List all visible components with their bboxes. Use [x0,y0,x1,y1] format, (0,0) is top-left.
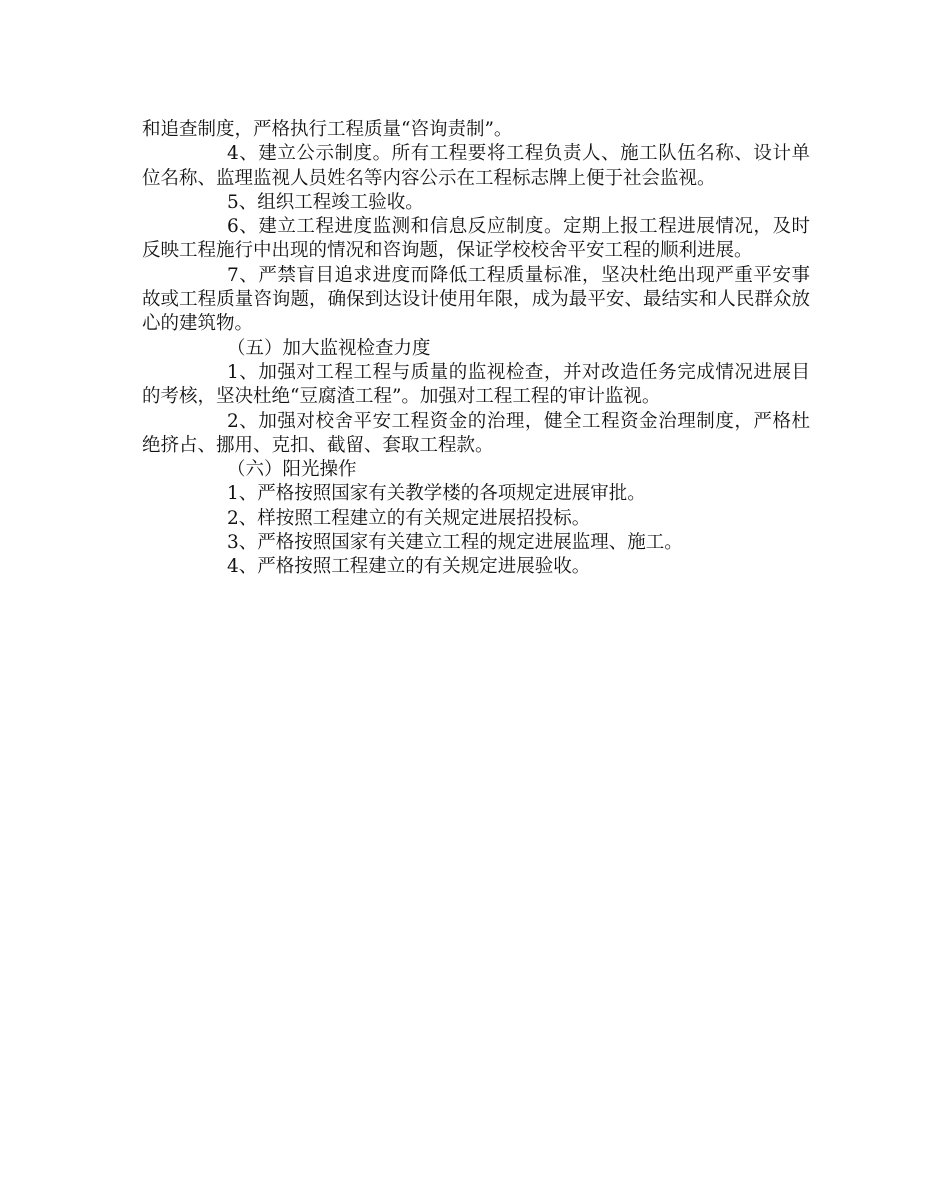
paragraph-progress-monitoring: 6、建立工程进度监测和信息反应制度。定期上报工程进展情况，及时反映工程施行中出现的情况和咨询题，保证学校校舍平安工程的顺利进展。 [142,216,810,262]
paragraph-completion-acceptance: 5、组织工程竣工验收。 [227,191,424,213]
section-heading-sunshine-operation: （六）阳光操作 [227,459,357,481]
paragraph-approval: 1、严格按照国家有关教学楼的各项规定进展审批。 [227,483,646,505]
paragraph-continuation: 和追查制度，严格执行工程质量“咨询责制”。 [142,119,513,140]
paragraph-quality-standard: 7、严禁盲目追求进度而降低工程质量标准，坚决杜绝出现严重平安事故或工程质量咨询题，确保到达设计使用年限，成为最平安、最结实和人民群众放心的建筑物。 [142,264,810,335]
paragraph-supervision-inspection: 1、加强对工程工程与质量的监视检查，并对改造任务完成情况进展目的考核，坚决杜绝“豆腐渣工程”。加强对工程工程的审计监视。 [142,361,810,408]
document-page [142,118,810,580]
paragraph-acceptance: 4、严格按照工程建立的有关规定进展验收。 [227,556,591,578]
paragraph-fund-management: 2、加强对校舍平安工程资金的治理，健全工程资金治理制度，严格杜绝挤占、挪用、克扣、截留、套取工程款。 [142,410,810,456]
paragraph-construction-supervision: 3、严格按照国家有关建立工程的规定进展监理、施工。 [227,532,683,554]
section-heading-supervision: （五）加大监视检查力度 [227,337,431,359]
paragraph-public-notice: 4、建立公示制度。所有工程要将工程负责人、施工队伍名称、设计单位名称、监理监视人员姓名等内容公示在工程标志牌上便于社会监视。 [142,143,810,189]
paragraph-bidding: 2、样按照工程建立的有关规定进展招投标。 [227,507,591,529]
